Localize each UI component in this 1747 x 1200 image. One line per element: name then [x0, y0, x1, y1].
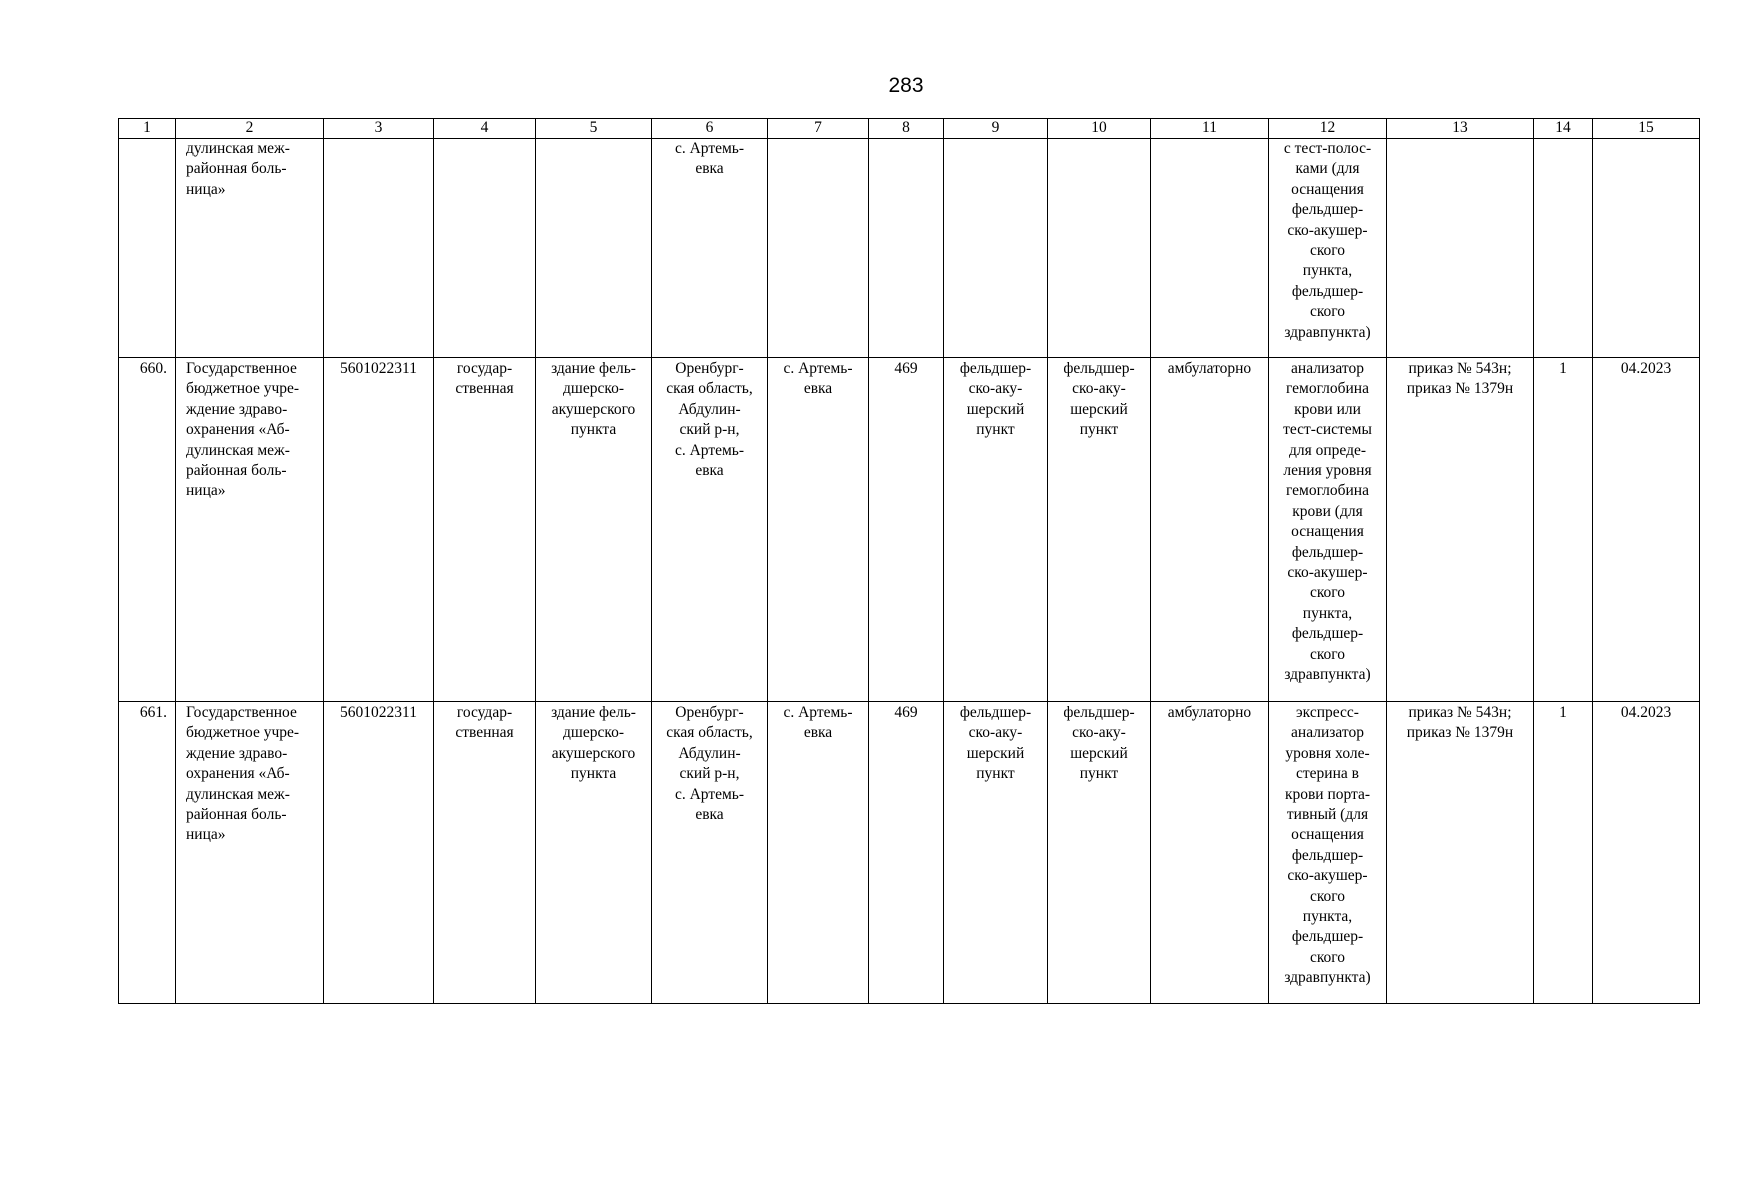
care-mode-cell: амбулаторно — [1151, 702, 1269, 1004]
col-header: 11 — [1151, 119, 1269, 139]
unit-cell: фельдшер- ско-аку- шерский пункт — [1048, 358, 1151, 702]
col-header: 1 — [119, 119, 176, 139]
col-header: 6 — [652, 119, 768, 139]
inn-cell — [324, 139, 434, 358]
care-mode-cell — [1151, 139, 1269, 358]
order-cell — [1387, 139, 1534, 358]
equipment-cell: с тест-полос- ками (для оснащения фельдшер- ско-акушер- ского пункта, фельдшер- ского здравпункта) — [1269, 139, 1387, 358]
date-cell: 04.2023 — [1593, 702, 1700, 1004]
unit-cell — [1048, 139, 1151, 358]
inn-cell: 5601022311 — [324, 702, 434, 1004]
col-header: 10 — [1048, 119, 1151, 139]
date-cell: 04.2023 — [1593, 358, 1700, 702]
table-row — [119, 702, 1700, 1004]
table-row — [119, 358, 1700, 702]
col-header: 13 — [1387, 119, 1534, 139]
facility-type-cell: фельдшер- ско-аку- шерский пункт — [944, 702, 1048, 1004]
quantity-cell: 1 — [1534, 358, 1593, 702]
facility-type-cell: фельдшер- ско-аку- шерский пункт — [944, 358, 1048, 702]
equipment-table — [118, 118, 1700, 1004]
ownership-cell: государ- ственная — [434, 702, 536, 1004]
institution-cell: Государственное бюджетное учре- ждение здраво- охранения «Аб- дулинская меж- районная боль- ница» — [176, 702, 324, 1004]
building-cell: здание фель- дшерско- акушерского пункта — [536, 358, 652, 702]
date-cell — [1593, 139, 1700, 358]
equipment-cell: экспресс- анализатор уровня холе- стерина в крови порта- тивный (для оснащения фельдшер- ско-акушер- ского пункта, фельдшер- ского здравпункта) — [1269, 702, 1387, 1004]
quantity-cell: 1 — [1534, 702, 1593, 1004]
row-number-cell: 661. — [119, 702, 176, 1004]
col-header: 9 — [944, 119, 1048, 139]
row-number-cell — [119, 139, 176, 358]
col-header: 4 — [434, 119, 536, 139]
col-header: 15 — [1593, 119, 1700, 139]
order-cell: приказ № 543н; приказ № 1379н — [1387, 358, 1534, 702]
col-header: 3 — [324, 119, 434, 139]
care-mode-cell: амбулаторно — [1151, 358, 1269, 702]
equipment-cell: анализатор гемоглобина крови или тест-системы для опреде- ления уровня гемоглобина крови (для оснащения фельдшер- ско-акушер- ского пункта, фельдшер- ского здравпункта) — [1269, 358, 1387, 702]
population-cell: 469 — [869, 702, 944, 1004]
col-header: 8 — [869, 119, 944, 139]
address-cell: с. Артемь- евка — [652, 139, 768, 358]
col-header: 2 — [176, 119, 324, 139]
facility-type-cell — [944, 139, 1048, 358]
ownership-cell: государ- ственная — [434, 358, 536, 702]
column-number-row — [119, 119, 1700, 139]
institution-cell: дулинская меж- районная боль- ница» — [176, 139, 324, 358]
table-row — [119, 139, 1700, 358]
row-number-cell: 660. — [119, 358, 176, 702]
address-cell: Оренбург- ская область, Абдулин- ский р-н, с. Артемь- евка — [652, 702, 768, 1004]
inn-cell: 5601022311 — [324, 358, 434, 702]
institution-cell: Государственное бюджетное учре- ждение здраво- охранения «Аб- дулинская меж- районная боль- ница» — [176, 358, 324, 702]
col-header: 5 — [536, 119, 652, 139]
address-cell: Оренбург- ская область, Абдулин- ский р-н, с. Артемь- евка — [652, 358, 768, 702]
building-cell — [536, 139, 652, 358]
ownership-cell — [434, 139, 536, 358]
unit-cell: фельдшер- ско-аку- шерский пункт — [1048, 702, 1151, 1004]
order-cell: приказ № 543н; приказ № 1379н — [1387, 702, 1534, 1004]
col-header: 14 — [1534, 119, 1593, 139]
page-number: 283 — [888, 74, 924, 97]
settlement-cell — [768, 139, 869, 358]
settlement-cell: с. Артемь- евка — [768, 358, 869, 702]
building-cell: здание фель- дшерско- акушерского пункта — [536, 702, 652, 1004]
population-cell: 469 — [869, 358, 944, 702]
settlement-cell: с. Артемь- евка — [768, 702, 869, 1004]
col-header: 7 — [768, 119, 869, 139]
quantity-cell — [1534, 139, 1593, 358]
col-header: 12 — [1269, 119, 1387, 139]
population-cell — [869, 139, 944, 358]
